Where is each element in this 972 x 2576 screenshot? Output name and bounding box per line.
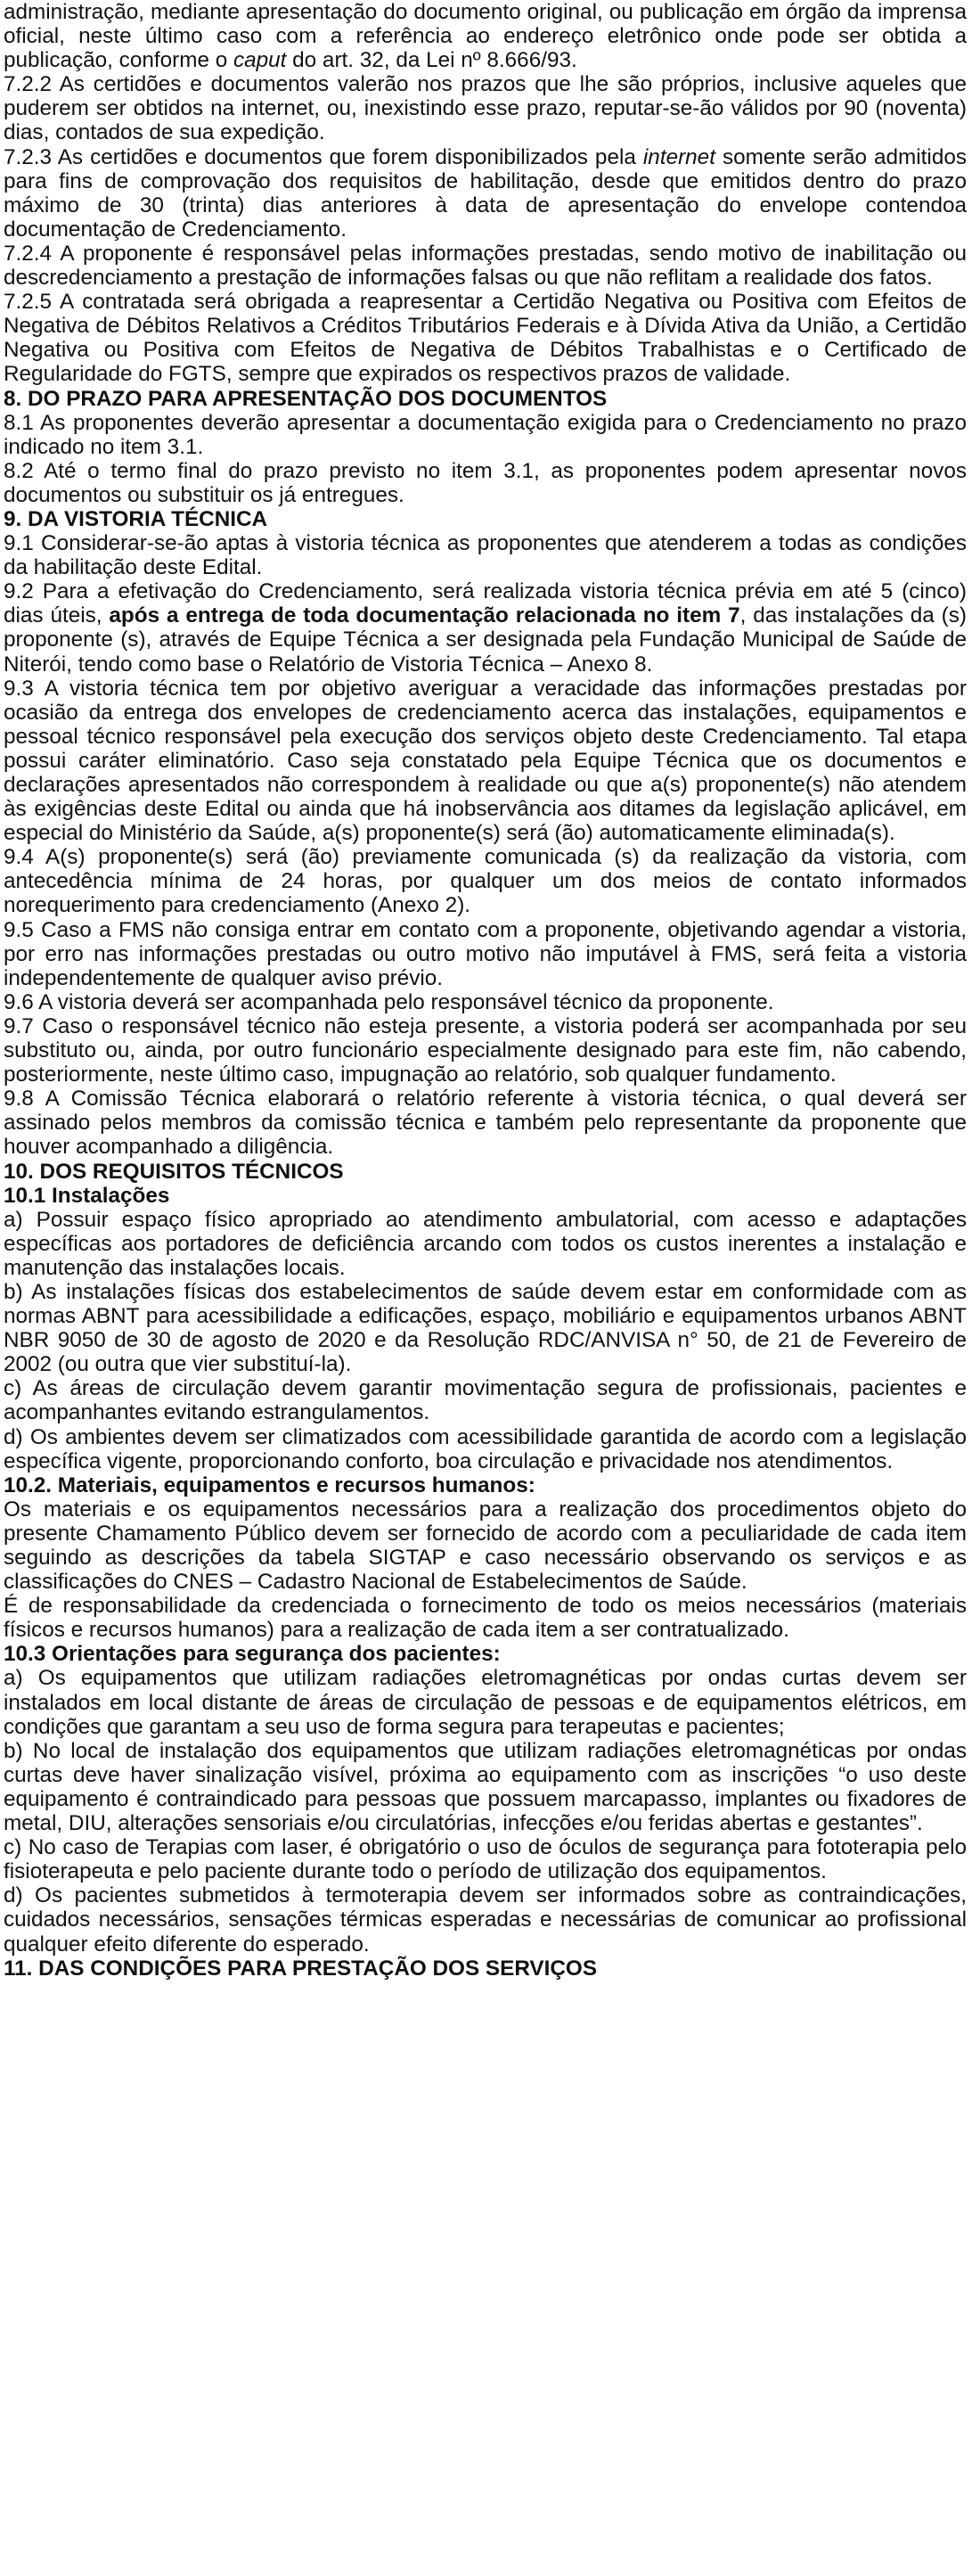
text-segment: 9.5 Caso a FMS não consiga entrar em contato com a proponente, objetivando agendar a vistoria, por erro nas informações prestadas ou outro motivo não imputável à FMS, será feita a vistoria independentemente de qualquer aviso prévio.: [4, 917, 967, 990]
text-segment: 8.1 As proponentes deverão apresentar a documentação exigida para o Credenciamento no prazo indicado no item 3.1.: [4, 410, 967, 459]
text-segment: 10.3 Orientações para segurança dos pacientes:: [4, 1642, 501, 1667]
paragraph: [4, 145, 967, 242]
text-segment: c) As áreas de circulação devem garantir movimentação segura de profissionais, pacientes e acompanhantes evitando estrangulamentos.: [4, 1376, 967, 1425]
paragraph: [4, 0, 967, 72]
text-segment: 10.2. Materiais, equipamentos e recursos humanos:: [4, 1473, 535, 1497]
text-segment: 9.6 A vistoria deverá ser acompanhada pelo responsável técnico da proponente.: [4, 989, 774, 1014]
section-heading: [4, 1473, 967, 1497]
text-segment: 7.2.5 A contratada será obrigada a reapresentar a Certidão Negativa ou Positiva com Efeitos de Negativa de Débitos Relativos a Créditos Tributários Federais e à Dívida Ativa da União, a Certidão Negativa ou Positiva com Efeitos de Negativa de Débitos Trabalhistas e o Certificado de Regularidade do FGTS, sempre que expirados os respectivos prazos de validade.: [4, 290, 967, 387]
section-heading: [4, 1160, 967, 1184]
paragraph: [4, 1208, 967, 1280]
text-segment: 8. DO PRAZO PARA APRESENTAÇÃO DOS DOCUMENTOS: [4, 386, 608, 411]
text-segment: do art. 32, da Lei nº 8.666/93.: [286, 48, 577, 73]
paragraph: [4, 411, 967, 459]
text-segment: 9.8 A Comissão Técnica elaborará o relatório referente à vistoria técnica, o qual deverá ser assinado pelos membros da comissão técnica e também pelo representante da proponente que houver acompanhado a diligência.: [4, 1087, 967, 1160]
paragraph: [4, 531, 967, 579]
text-segment: d) Os pacientes submetidos à termoterapia devem ser informados sobre as contraindicações, cuidados necessários, sensações térmicas esperadas e necessárias de comunicar ao profissional qualquer efeito diferente do esperado.: [4, 1883, 967, 1957]
text-segment: 9.7 Caso o responsável técnico não esteja presente, a vistoria poderá ser acompanhada por seu substituto ou, ainda, por outro funcionário especialmente designado para este fim, não cabendo, posteriormente, neste último caso, impugnação ao relatório, sob qualquer fundamento.: [4, 1013, 967, 1087]
paragraph: [4, 1425, 967, 1473]
section-heading: [4, 1957, 967, 1981]
text-segment: 7.2.4 A proponente é responsável pelas informações prestadas, sendo motivo de inabilitação ou descredenciamento a prestação de informações falsas ou que não reflitam a realidade dos fatos.: [4, 241, 967, 291]
text-segment: 9.3 A vistoria técnica tem por objetivo averiguar a veracidade das informações prestadas por ocasião da entrega dos envelopes de credenciamento acerca das instalações, equipamentos e pessoal técnico responsável pela execução dos serviços objeto deste Credenciamento. Tal etapa possui caráter eliminatório. Caso seja constatado pela Equipe Técnica que os documentos e declarações apresentados não correspondem à realidade ou que a(s) proponente(s) não atendem às exigências deste Edital ou ainda que há inobservância aos ditames da legislação aplicável, em especial do Ministério da Saúde, a(s) proponente(s) será (ão) automaticamente eliminada(s).: [4, 676, 967, 846]
text-segment: 9.2 Para a efetivação do Credenciamento, será realizada vistoria técnica prévia em até 5 (cinco) dias úteis,: [4, 579, 967, 628]
paragraph: [4, 845, 967, 917]
italic-text: internet: [642, 144, 715, 169]
paragraph: [4, 1376, 967, 1424]
paragraph: [4, 459, 967, 507]
section-heading: [4, 387, 967, 411]
text-segment: 10.1 Instalações: [4, 1183, 170, 1208]
paragraph: [4, 290, 967, 386]
paragraph: [4, 1835, 967, 1883]
text-segment: Os materiais e os equipamentos necessários para a realização dos procedimentos objeto do presente Chamamento Público devem ser fornecido de acordo com a peculiaridade de cada item seguindo as descrições da tabela SIGTAP e caso necessário observando os serviços e as classificações do CNES – Cadastro Nacional de Estabelecimentos de Saúde.: [4, 1497, 967, 1595]
text-segment: b) As instalações físicas dos estabelecimentos de saúde devem estar em conformidade com as normas ABNT para acessibilidade a edificações, espaço, mobiliário e equipamentos urbanos ABNT NBR 9050 de 30 de agosto de 2020 e da Resolução RDC/ANVISA n° 50, de 21 de Fevereiro de 2002 (ou outra que vier substituí-la).: [4, 1279, 967, 1377]
paragraph: [4, 242, 967, 290]
paragraph: [4, 677, 967, 846]
text-segment: b) No local de instalação dos equipamentos que utilizam radiações eletromagnéticas por ondas curtas deve haver sinalização visível, próxima ao equipamento com as inscrições “o uso deste equipamento é contraindicado para pessoas que possuem marcapasso, implantes ou fixadores de metal, DIU, alterações sensoriais e/ou circulatórias, infecções e/ou feridas abertas e gestantes”.: [4, 1738, 967, 1836]
section-heading: [4, 1642, 967, 1666]
italic-text: caput: [233, 48, 287, 73]
text-segment: d) Os ambientes devem ser climatizados com acessibilidade garantida de acordo com a legislação específica vigente, proporcionando conforto, boa circulação e privacidade nos atendimentos.: [4, 1424, 967, 1473]
paragraph: [4, 1014, 967, 1087]
text-segment: 9.4 A(s) proponente(s) será (ão) previamente comunicada (s) da realização da vistoria, com antecedência mínima de 24 horas, por qualquer um dos meios de contato informados norequerimento para credenciamento (Anexo 2).: [4, 845, 967, 918]
section-heading: [4, 1184, 967, 1208]
text-segment: 7.2.3 As certidões e documentos que forem disponibilizados pela: [4, 144, 643, 169]
paragraph: [4, 918, 967, 990]
paragraph: [4, 579, 967, 676]
text-segment: 7.2.2 As certidões e documentos valerão nos prazos que lhe são próprios, inclusive aqueles que puderem ser obtidos na internet, ou, inexistindo esse prazo, reputar-se-ão válidos por 90 (noventa) dias, contados de sua expedição.: [4, 72, 967, 145]
paragraph: [4, 1087, 967, 1159]
text-segment: 11. DAS CONDIÇÕES PARA PRESTAÇÃO DOS SERVIÇOS: [4, 1956, 598, 1981]
paragraph: [4, 1280, 967, 1376]
section-heading: [4, 507, 967, 531]
text-segment: , das instalações da (s) proponente (s), através de Equipe Técnica a ser designada pela Fundação Municipal de Saúde de Niterói, tendo como base o Relatório de Vistoria Técnica – Anexo 8.: [4, 603, 967, 677]
text-segment: c) No caso de Terapias com laser, é obrigatório o uso de óculos de segurança para fototerapia pelo fisioterapeuta e pelo paciente durante todo o período de utilização dos equipamentos.: [4, 1835, 967, 1884]
paragraph: [4, 990, 967, 1014]
paragraph: [4, 72, 967, 144]
paragraph: [4, 1883, 967, 1956]
text-segment: 9. DA VISTORIA TÉCNICA: [4, 506, 268, 531]
bold-text: após a entrega de toda documentação relacionada no item 7: [109, 603, 740, 628]
text-segment: 8.2 Até o termo final do prazo previsto no item 3.1, as proponentes podem apresentar novos documentos ou substituir os já entregues.: [4, 458, 967, 507]
document-page: [4, 0, 967, 1981]
paragraph: [4, 1497, 967, 1594]
paragraph: [4, 1594, 967, 1642]
paragraph: [4, 1739, 967, 1835]
text-segment: somente serão admitidos para fins de comprovação dos requisitos de habilitação, desde que emitidos dentro do prazo máximo de 30 (trinta) dias anteriores à data de apresentação do envelope contendoa documentação de Credenciamento.: [4, 144, 967, 242]
text-segment: 10. DOS REQUISITOS TÉCNICOS: [4, 1159, 344, 1184]
text-segment: administração, mediante apresentação do documento original, ou publicação em órgão da imprensa oficial, neste último caso com a referência ao endereço eletrônico onde pode ser obtida a publicação, conforme o: [4, 0, 967, 73]
text-segment: É de responsabilidade da credenciada o fornecimento de todo os meios necessários (materiais físicos e recursos humanos) para a realização de cada item a ser contratualizado.: [4, 1594, 967, 1643]
paragraph: [4, 1666, 967, 1738]
text-segment: 9.1 Considerar-se-ão aptas à vistoria técnica as proponentes que atenderem a todas as condições da habilitação deste Edital.: [4, 531, 967, 580]
text-segment: a) Os equipamentos que utilizam radiações eletromagnéticas por ondas curtas devem ser instalados em local distante de áreas de circulação de pessoas e de equipamentos elétricos, em condições que garantam a seu uso de forma segura para terapeutas e pacientes;: [4, 1666, 967, 1739]
text-segment: a) Possuir espaço físico apropriado ao atendimento ambulatorial, com acesso e adaptações específicas aos portadores de deficiência arcando com todos os custos inerentes a instalação e manutenção das instalações locais.: [4, 1207, 967, 1280]
